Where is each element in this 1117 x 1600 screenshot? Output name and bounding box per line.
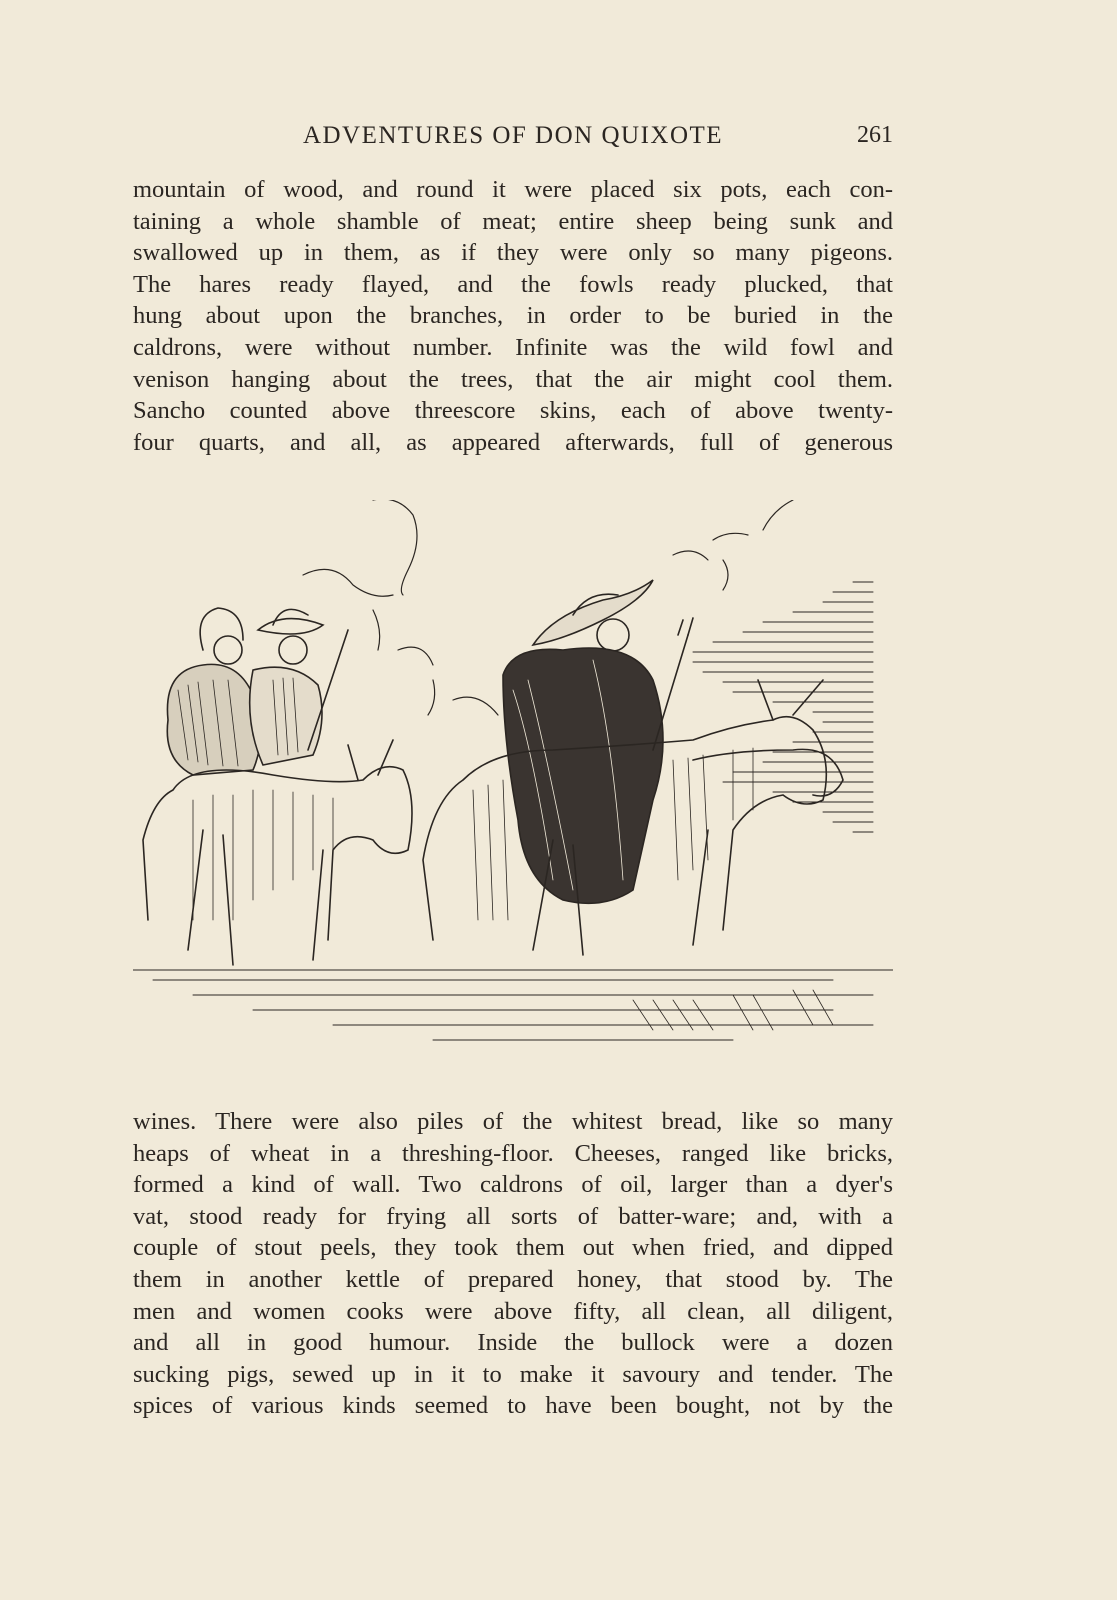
text-line: spices of various kinds seemed to have been bought, not by the [133,1392,893,1420]
text-line: The hares ready flayed, and the fowls ready plucked, that [133,270,893,298]
left-riders [143,608,412,965]
text-line: mountain of wood, and round it were placed six pots, each con- [133,176,893,203]
text-line: men and women cooks were above fifty, all clean, all diligent, [133,1297,893,1325]
text-block-top [133,174,893,458]
text-line: Sancho counted above threescore skins, each of above twenty- [133,397,893,425]
page-number: 261 [857,122,893,148]
text-line: swallowed up in them, as if they were only so many pigeons. [133,239,893,267]
text-line: and all in good humour. Inside the bullock were a dozen [133,1329,893,1357]
text-line: vat, stood ready for frying all sorts of batter-ware; and, with a [133,1202,893,1230]
text-line: four quarts, and all, as appeared afterwards, full of generous [133,428,893,456]
right-riders [423,580,843,955]
ground-lines [133,970,893,1040]
text-line: them in another kettle of prepared honey, that stood by. The [133,1265,893,1293]
text-line: heaps of wheat in a threshing-floor. Cheeses, ranged like bricks, [133,1139,893,1167]
running-head [133,122,893,156]
text-block-bottom [133,1106,893,1422]
running-title: ADVENTURES OF DON QUIXOTE [302,122,724,149]
text-line: formed a kind of wall. Two caldrons of oil, larger than a dyer's [133,1171,893,1199]
text-line: wines. There were also piles of the whitest bread, like so many [133,1108,893,1135]
text-line: couple of stout peels, they took them out when fried, and dipped [133,1234,893,1262]
text-line: hung about upon the branches, in order to be buried in the [133,302,893,330]
riders-on-donkeys-engraving [133,500,893,1060]
text-line: taining a whole shamble of meat; entire sheep being sunk and [133,207,893,235]
text-line: sucking pigs, sewed up in it to make it savoury and tender. The [133,1360,893,1388]
text-line: venison hanging about the trees, that the air might cool them. [133,365,893,393]
text-line: caldrons, were without number. Infinite was the wild fowl and [133,333,893,361]
engraving-illustration [133,500,893,1060]
